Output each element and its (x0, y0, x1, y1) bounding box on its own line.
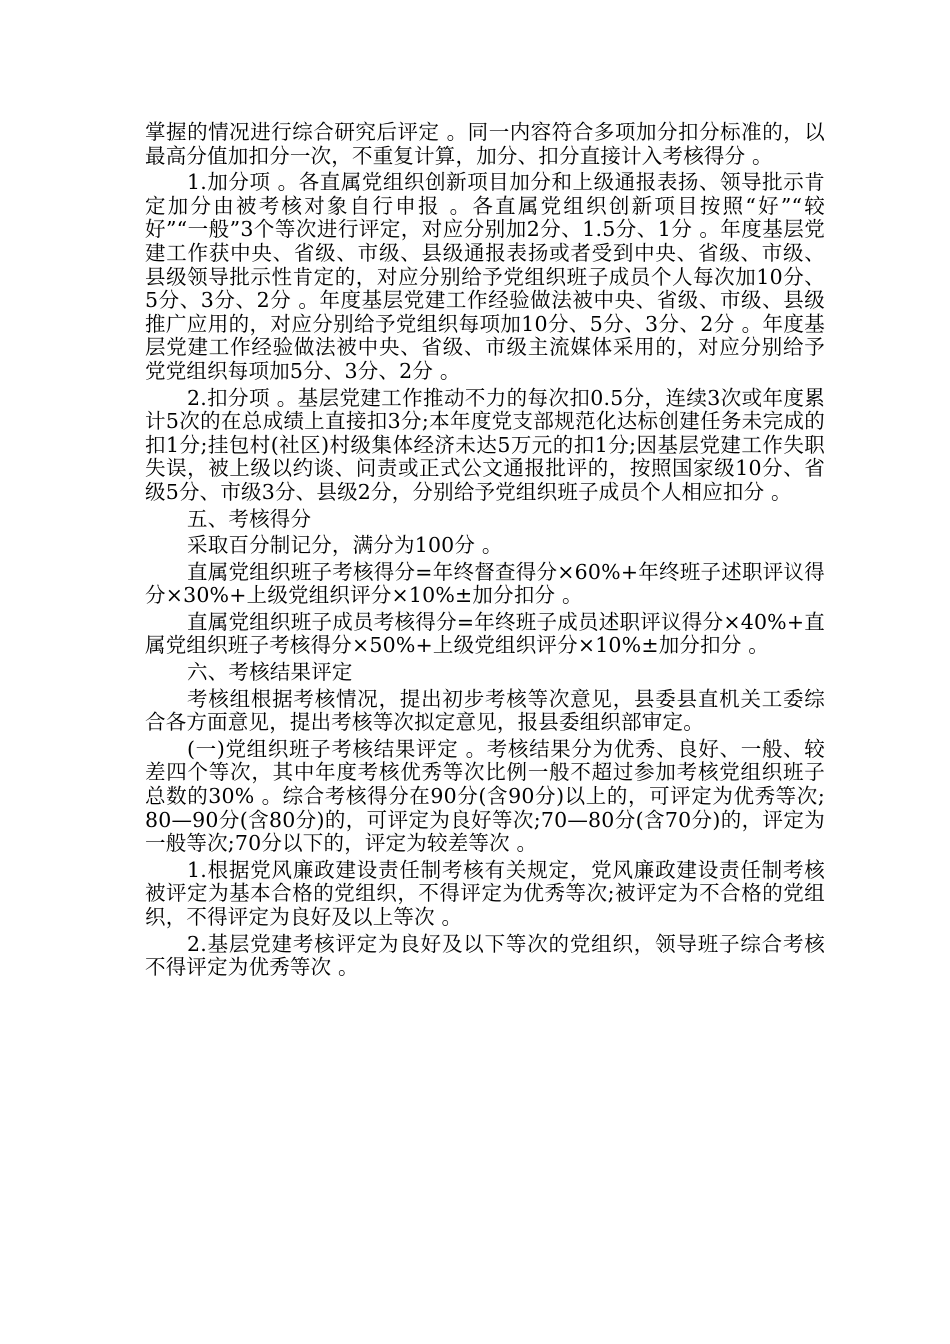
section-heading-result-evaluation: 六、考核结果评定 (187, 660, 353, 685)
paragraph-member-score-formula: 直属党组织班子成员考核得分=年终班子成员述职评议得分×40%+直属党组织班子考核得分×50%+上级党组织评分×10%±加分扣分 。 (145, 609, 825, 658)
paragraph-team-result-grades: (一)党组织班子考核结果评定 。考核结果分为优秀、良好、一般、较差四个等次，其中年度考核优秀等次比例一般不超过参加考核党组织班子总数的30% 。综合考核得分在90分(含90分)以上的，可评定为优秀等次;80—90分(含80分)的，可评定为良好等次;70—80分(含70分)的，评定为一般等次;70分以下的，评定为较差等次 。 (145, 736, 825, 856)
paragraph-evaluation-process: 考核组根据考核情况，提出初步考核等次意见，县委县直机关工委综合各方面意见，提出考核等次拟定意见，报县委组织部审定。 (145, 686, 825, 735)
paragraph-deduction-items: 2.扣分项 。基层党建工作推动不力的每次扣0.5分，连续3次或年度累计5次的在总成绩上直接扣3分;本年度党支部规范化达标创建任务未完成的扣1分;挂包村(社区)村级集体经济未达5万元的扣1分;因基层党建工作失职失误，被上级以约谈、问责或正式公文通报批评的，按照国家级10分、省级5分、市级3分、县级2分，分别给予党组织班子成员个人相应扣分 。 (145, 385, 825, 504)
section-heading-scoring: 五、考核得分 (187, 506, 312, 531)
paragraph-evaluation-method: 掌握的情况进行综合研究后评定 。同一内容符合多项加分扣分标准的，以最高分值加扣分一次，不重复计算，加分、扣分直接计入考核得分 。 (145, 120, 825, 168)
paragraph-party-building-rule: 2.基层党建考核评定为良好及以下等次的党组织，领导班子综合考核不得评定为优秀等次 。 (145, 931, 825, 980)
paragraph-bonus-items: 1.加分项 。各直属党组织创新项目加分和上级通报表扬、领导批示肯定加分由被考核对象自行申报 。各直属党组织创新项目按照“好”“较好”“一般”3个等次进行评定，对应分别加2分、1.5分、1分 。年度基层党建工作获中央、省级、市级、县级通报表扬或者受到中央、省级、市级、县级领导批示性肯定的，对应分别给予党组织班子成员个人每次加10分、5分、3分、2分 。年度基层党建工作经验做法被中央、省级、市级、县级推广应用的，对应分别给予党组织每项加10分、5分、3分、2分 。年度基层党建工作经验做法被中央、省级、市级主流媒体采用的，对应分别给予党党组织每项加5分、3分、2分 。 (145, 170, 825, 383)
paragraph-team-score-formula: 直属党组织班子考核得分=年终督查得分×60%+年终班子述职评议得分×30%+上级党组织评分×10%±加分扣分 。 (145, 559, 825, 608)
document-page (145, 121, 825, 983)
paragraph-integrity-rule: 1.根据党风廉政建设责任制考核有关规定，党风廉政建设责任制考核被评定为基本合格的党组织，不得评定为优秀等次;被评定为不合格的党组织，不得评定为良好及以上等次 。 (145, 857, 825, 929)
paragraph-scoring-system: 采取百分制记分，满分为100分 。 (187, 533, 503, 558)
